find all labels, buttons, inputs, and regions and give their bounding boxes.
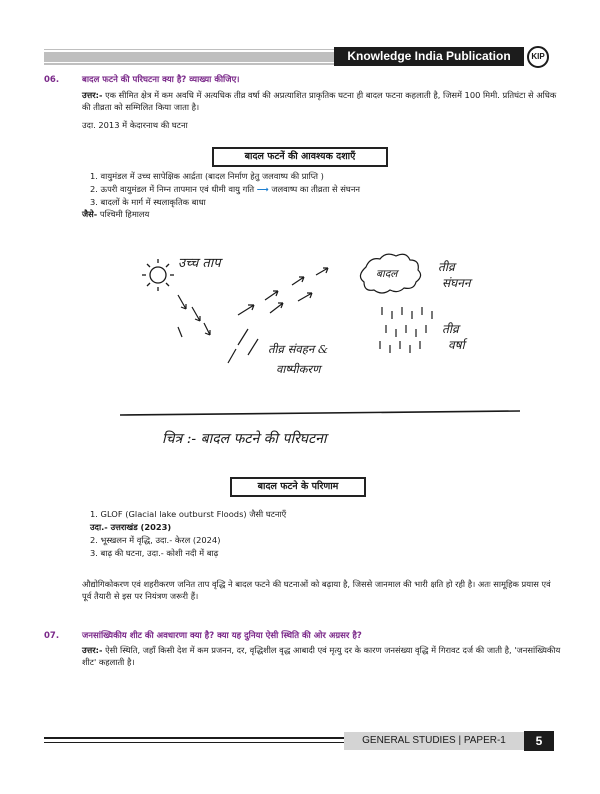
question-number: 07. [44, 631, 60, 641]
such-as-line [82, 208, 562, 220]
label-rain-1: तीव्र [442, 322, 459, 336]
header-rule-stripe [44, 50, 334, 63]
ground-line [120, 411, 520, 415]
example-line: उदा. 2013 में केदारनाथ की घटना [82, 120, 188, 130]
footer-rule [44, 737, 344, 739]
consequences-list [90, 508, 560, 560]
arrow-right-icon: ⟶ [256, 184, 269, 194]
list-item: 1. वायुमंडल में उच्च सापेक्षिक आर्द्रता (बादल निर्माण हेतु जलवाष्प की प्राप्ति ) [90, 171, 324, 181]
such-as-text: पश्चिमी हिमालय [99, 209, 150, 219]
question-text: जनसांख्यिकीय शीट की अवधारणा क्या है? क्या यह दुनिया ऐसी स्थिति की ओर अग्रसर है? [82, 631, 362, 641]
answer-label: उत्तर:- [82, 645, 103, 655]
list-item: 3. बादलों के मार्ग में स्थलाकृतिक बाधा [90, 197, 206, 207]
label-convection-2: वाष्पीकरण [276, 362, 321, 376]
label-rain-2: वर्षा [448, 338, 465, 352]
footer-title: GENERAL STUDIES | PAPER-1 [344, 732, 524, 750]
publication-title: Knowledge India Publication [334, 47, 524, 66]
label-cloud: बादल [376, 268, 398, 280]
list-item: उदा.- उत्तराखंड (2023) [90, 522, 172, 532]
publisher-logo-icon: KIP [527, 46, 549, 68]
question-number: 06. [44, 75, 60, 85]
consequences-heading: बादल फटने के परिणाम [230, 477, 366, 497]
conclusion-paragraph: औद्योगिकोकरण एवं शहरीकरण जनित ताप वृद्धि ने बादल फटने की घटनाओं को बढ़ाया है, जिससे जानमाल की भारी क्षति हो रही है। अतः सामूहिक प्रयास एवं पूर्व तैयारी से इस पर नियंत्रण जरूरी हैं। [82, 579, 551, 602]
conditions-heading: बादल फटनें की आवश्यक दशाएँ [212, 147, 388, 167]
such-as-label: जैसे- [82, 209, 98, 219]
list-item: 3. बाढ़ की घटना, उदा.- कोशी नदी में बाढ़ [90, 548, 219, 558]
rain-drops [380, 307, 432, 353]
label-condensation-1: तीव्र [438, 260, 455, 274]
cloudburst-sketch [120, 245, 520, 460]
list-item: 1. GLOF (Glacial lake outburst Floods) जैसी घटनाएँ [90, 509, 287, 519]
footer-rule-thin [44, 742, 344, 743]
label-heat: उच्च ताप [178, 256, 221, 271]
list-item: 2. भूस्खलन में वृद्धि, उदा.- केरल (2024) [90, 535, 221, 545]
label-condensation-2: संघनन [442, 276, 471, 290]
sketch-caption: चित्र :- बादल फटने की परिघटना [162, 431, 327, 447]
answer-paragraph [82, 89, 562, 113]
conditions-list [90, 170, 560, 209]
sun-rays [178, 295, 210, 337]
answer-text: एक सीमित क्षेत्र में कम अवधि में अत्यधिक तीव्र वर्षा की अप्रत्याशित प्राकृतिक घटना ही बादल फटना कहलाती है, जिसमें 100 मिमी. प्रतिघंटा से अधिक की तीव्रता को सम्मिलित किया जाता है। [82, 90, 557, 113]
label-convection-1: तीव्र संवहन & [268, 342, 329, 356]
list-item: 2. ऊपरी वायुमंडल में निम्न तापमान एवं धीमी वायु गति ⟶ जलवाष्प का तीव्रता से संघनन [90, 184, 361, 194]
page-number: 5 [524, 731, 554, 751]
answer-label: उत्तर:- [82, 90, 103, 100]
sun-icon [142, 259, 174, 291]
answer-paragraph [82, 644, 562, 668]
answer-text: ऐसी स्थिति, जहाँ किसी देश में कम प्रजनन, दर, वृद्धिशील वृद्ध आबादी एवं मृत्यु दर के कारण जनसंख्या वृद्धि में गिरावट दर्ज की जाती है, 'जनसांख्यिकीय शीट' कहलाती है। [82, 645, 561, 668]
question-text: बादल फटने की परिघटना क्या है? व्याख्या कीजिए। [82, 75, 240, 85]
